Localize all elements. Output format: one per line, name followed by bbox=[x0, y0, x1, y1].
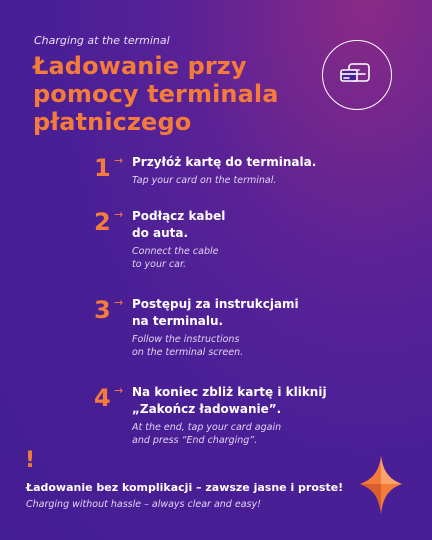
title-line-2: pomocy terminala bbox=[33, 80, 279, 108]
step-body bbox=[132, 208, 422, 271]
step-body bbox=[132, 296, 422, 359]
page-title bbox=[33, 52, 323, 136]
card-terminal-icon bbox=[339, 58, 375, 92]
step-text-en: Follow the instructions on the terminal screen. bbox=[132, 334, 244, 358]
step-text-en: Tap your card on the terminal. bbox=[132, 175, 277, 186]
title-line-1: Ładowanie przy bbox=[33, 52, 247, 80]
four-point-star-logo bbox=[358, 454, 404, 516]
arrow-right-icon: → bbox=[114, 384, 124, 397]
terminal-badge bbox=[322, 40, 392, 110]
exclamation-icon: ! bbox=[25, 448, 36, 473]
arrow-right-icon: → bbox=[114, 296, 124, 309]
subtitle-en: Charging at the terminal bbox=[34, 34, 170, 47]
step-body bbox=[132, 154, 422, 187]
step-number: 1 bbox=[94, 154, 111, 182]
step-body bbox=[132, 384, 422, 447]
step-text-pl: Podłącz kabel do auta. bbox=[132, 209, 226, 240]
step-text-pl: Przyłóż kartę do terminala. bbox=[132, 155, 317, 169]
step-text-pl: Na koniec zbliż kartę i kliknij „Zakończ ładowanie”. bbox=[132, 385, 327, 416]
step-number: 2 bbox=[94, 208, 111, 236]
step-text-pl: Postępuj za instrukcjami na terminalu. bbox=[132, 297, 299, 328]
footer-text-pl: Ładowanie bez komplikacji – zawsze jasne i proste! bbox=[26, 481, 344, 494]
footer-text-en: Charging without hassle – always clear and easy! bbox=[26, 499, 261, 510]
title-line-3: płatniczego bbox=[33, 108, 192, 136]
arrow-right-icon: → bbox=[114, 208, 124, 221]
step-number: 4 bbox=[94, 384, 111, 412]
arrow-right-icon: → bbox=[114, 154, 124, 167]
step-text-en: Connect the cable to your car. bbox=[132, 246, 219, 270]
step-number: 3 bbox=[94, 296, 111, 324]
step-text-en: At the end, tap your card again and press “End charging”. bbox=[132, 422, 282, 446]
